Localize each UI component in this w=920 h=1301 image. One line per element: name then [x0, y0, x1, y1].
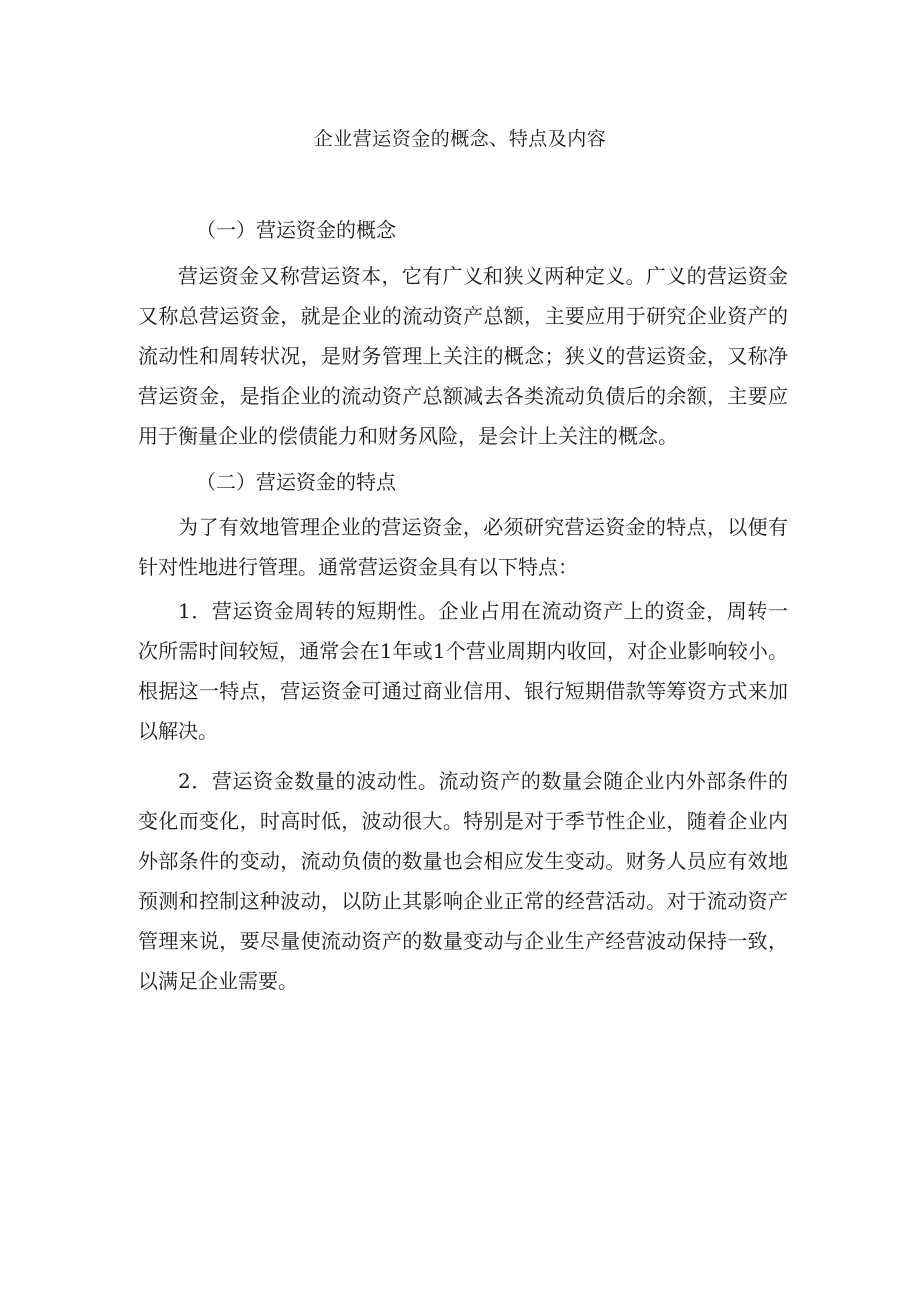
paragraph-features-intro: 为了有效地管理企业的营运资金，必须研究营运资金的特点，以便有针对性地进行管理。通常营运资金具有以下特点： [138, 515, 788, 579]
document-body [138, 210, 788, 1001]
paragraph-concept-definition: 营运资金又称营运资本，它有广义和狭义两种定义。广义的营运资金又称总营运资金，就是企业的流动资产总额，主要应用于研究企业资产的流动性和周转状况，是财务管理上关注的概念；狭义的营运资金，又称净营运资金，是指企业的流动资产总额减去各类流动负债后的余额，主要应用于衡量企业的偿债能力和财务风险，是会计上关注的概念。 [138, 264, 788, 448]
section-heading-concept: （一）营运资金的概念 [196, 218, 396, 242]
paragraph-feature-volatility: 2．营运资金数量的波动性。流动资产的数量会随企业内外部条件的变化而变化，时高时低，波动很大。特别是对于季节性企业，随着企业内外部条件的变动，流动负债的数量也会相应发生变动。财务人员应有效地预测和控制这种波动，以防止其影响企业正常的经营活动。对于流动资产管理来说，要尽量使流动资产的数量变动与企业生产经营波动保持一致，以满足企业需要。 [138, 769, 788, 993]
paragraph-feature-short-term: 1．营运资金周转的短期性。企业占用在流动资产上的资金，周转一次所需时间较短，通常会在1年或1个营业周期内收回，对企业影响较小。根据这一特点，营运资金可通过商业信用、银行短期借款等筹资方式来加以解决。 [138, 599, 788, 743]
section-heading-features: （二）营运资金的特点 [196, 470, 396, 494]
document-title: 企业营运资金的概念、特点及内容 [313, 128, 607, 150]
